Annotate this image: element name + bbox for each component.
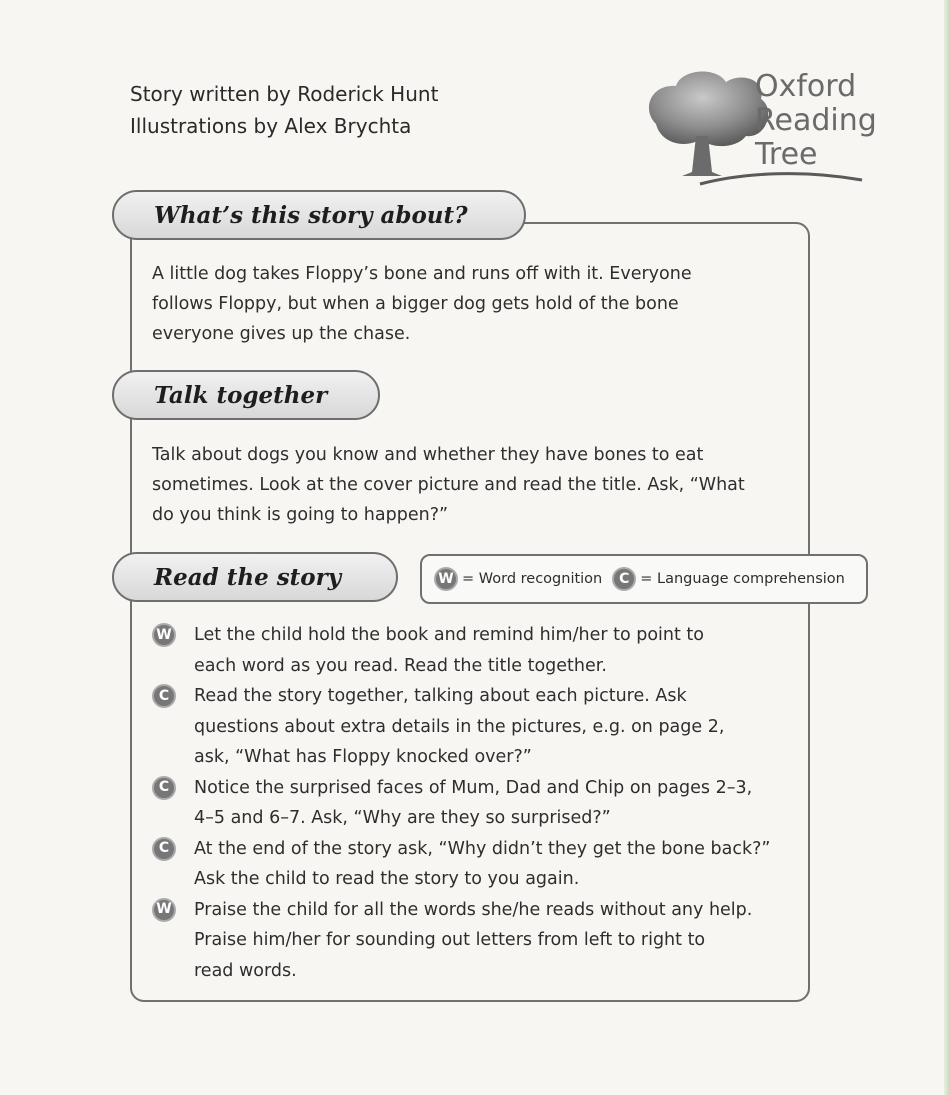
list-item xyxy=(152,834,812,895)
about-heading-label: What’s this story about? xyxy=(154,201,468,229)
talk-text xyxy=(152,440,792,530)
step-line: Notice the surprised faces of Mum, Dad and Chip on pages 2–3, xyxy=(194,777,753,798)
logo-line-reading: Reading xyxy=(755,103,877,138)
step-line: read words. xyxy=(194,960,297,981)
about-text xyxy=(152,259,792,349)
step-line: questions about extra details in the pictures, e.g. on page 2, xyxy=(194,716,725,737)
legend-comprehension-text: = Language comprehension xyxy=(640,571,845,587)
list-item xyxy=(152,895,812,987)
about-heading xyxy=(112,190,526,240)
legend-box xyxy=(420,554,868,604)
list-item xyxy=(152,773,812,834)
logo-text xyxy=(755,70,877,172)
talk-heading-label: Talk together xyxy=(154,381,328,409)
list-item xyxy=(152,620,812,681)
talk-heading xyxy=(112,370,380,420)
step-line: Ask the child to read the story to you again. xyxy=(194,869,580,889)
step-line: Read the story together, talking about each picture. Ask xyxy=(194,686,687,706)
step-line: At the end of the story ask, “Why didn’t they get the bone back?” xyxy=(194,838,771,859)
read-steps xyxy=(152,620,812,986)
comprehension-icon: C xyxy=(152,837,176,861)
talk-line: sometimes. Look at the cover picture and read the title. Ask, “What xyxy=(152,475,745,495)
step-line: Let the child hold the book and remind him/her to point to xyxy=(194,625,704,645)
read-heading-label: Read the story xyxy=(154,563,342,591)
list-item xyxy=(152,681,812,773)
step-line: 4–5 and 6–7. Ask, “Why are they so surprised?” xyxy=(194,808,611,828)
about-line: follows Floppy, but when a bigger dog gets hold of the bone xyxy=(152,294,679,314)
page-edge xyxy=(944,0,950,1095)
word-recognition-icon: W xyxy=(152,623,176,647)
comprehension-icon: C xyxy=(612,567,636,591)
legend-word-text: = Word recognition xyxy=(462,571,603,587)
word-recognition-icon: W xyxy=(152,898,176,922)
logo-line-oxford: Oxford xyxy=(755,69,857,104)
read-heading xyxy=(112,552,398,602)
step-line: Praise the child for all the words she/he reads without any help. xyxy=(194,899,753,920)
author-credit: Story written by Roderick Hunt xyxy=(130,82,439,106)
about-line: everyone gives up the chase. xyxy=(152,324,411,344)
logo-line-tree: Tree xyxy=(755,137,818,172)
talk-line: do you think is going to happen?” xyxy=(152,505,449,525)
step-line: ask, “What has Floppy knocked over?” xyxy=(194,747,532,767)
step-line: Praise him/her for sounding out letters from left to right to xyxy=(194,930,706,950)
about-line: A little dog takes Floppy’s bone and runs off with it. Everyone xyxy=(152,264,692,284)
talk-line: Talk about dogs you know and whether they have bones to eat xyxy=(152,445,704,465)
credits xyxy=(130,78,438,142)
step-line: each word as you read. Read the title together. xyxy=(194,655,607,676)
comprehension-icon: C xyxy=(152,776,176,800)
word-recognition-icon: W xyxy=(434,567,458,591)
illustrator-credit: Illustrations by Alex Brychta xyxy=(130,114,412,138)
comprehension-icon: C xyxy=(152,684,176,708)
